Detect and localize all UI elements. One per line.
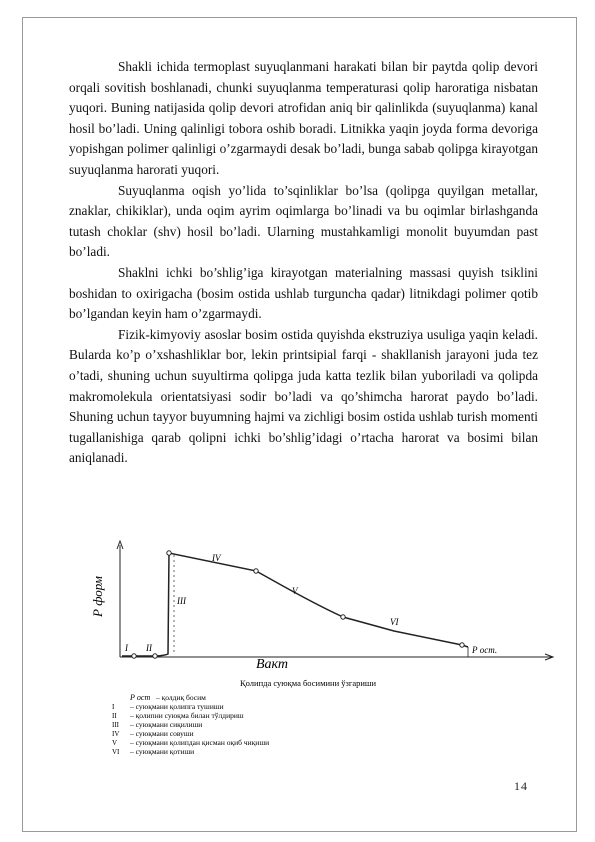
body-text: [69, 57, 538, 469]
legend-text-3: – суюқмани сиқилиши: [130, 720, 203, 729]
zone-label-iv: IV: [212, 553, 221, 563]
zone-label-ii: II: [146, 643, 152, 653]
legend-key-1: I: [112, 703, 115, 711]
paragraph-3: Shaklni ichki bo’shlig’iga kirayotgan materialning massasi quyish tsiklini boshidan to oxirigacha (bosim ostida ushlab turguncha qadar) litnikdagi polimer qotib bo’lgandan keyin ham o’zgarmaydi.: [69, 264, 538, 322]
legend-key-2: II: [112, 712, 117, 720]
page-number: 14: [514, 779, 528, 793]
legend-text-4: – суюқмани совуши: [130, 729, 194, 738]
legend-text-6: – суюқмани қотиши: [130, 747, 195, 756]
point-5: [341, 615, 345, 619]
zone-label-vi: VI: [390, 617, 399, 627]
point-1: [132, 654, 136, 658]
legend-text-1: – суюқмани қолипга тушиши: [130, 702, 224, 711]
legend-text-0: – қолдиқ босим: [156, 693, 206, 702]
point-2: [153, 654, 157, 658]
pressure-diagram: [88, 537, 558, 767]
residual-pressure-label: Р ост.: [472, 645, 498, 655]
pressure-diagram-svg: [88, 537, 558, 767]
x-axis-label: Вакт: [256, 657, 289, 672]
zone-label-i: I: [125, 643, 128, 653]
zone-label-iii: III: [177, 596, 186, 606]
zone-label-v: V: [292, 586, 298, 596]
paragraph-4: Fizik-kimyoviy asoslar bosim ostida quyishda ekstruziya usuliga yaqin keladi. Bularda ko’p o’xshashliklar bor, lekin printsipial farqi - shakllanish jarayoni juda tez o’tadi, shuning uchun suyultirma qolipga juda katta tezlik bilan yuboriladi va qolipda makromolekula orientatsiyasi sodir bo’ladi va qo’shimcha harorat paydo bo’ladi. Shuning uchun tayyor buyumning hajmi va zichligi bosim ostida ushlab turish momenti tugallanishiga qarab qolipni ichki bo’shlig’idagi o’rtacha harorat va bosimi bilan aniqlanadi.: [69, 326, 538, 466]
point-4: [254, 569, 258, 573]
y-axis-label: Р форм: [90, 576, 105, 617]
legend-text-2: – қолипни суюқма билан тўлдириш: [130, 711, 244, 720]
point-6: [460, 643, 464, 647]
legend-key-3: III: [112, 721, 119, 729]
legend-key-5: V: [112, 739, 118, 747]
point-3: [167, 551, 171, 555]
legend-text-5: – суюқмани қолипдан қисман оқиб чиқиши: [130, 738, 270, 747]
paragraph-1: Shakli ichida termoplast suyuqlanmani harakati bilan bir paytda qolip devori orqali sovitish boshlanadi, chunki suyuqlanma temperaturasi qolip haroratiga nisbatan yuqori. Buning natijasida qolip devori atrofidan aniq bir qalinlikda (suyuqlanma) kanal hosil bo’ladi. Uning qalinligi tobora oshib boradi. Litnikka yaqin joyda forma devoriga yopishgan polimer qalinligi o’zgarmaydi desak bo’ladi, bunga sabab qolipga kirayotgan suyuqlanma harorati yuqori.: [69, 59, 538, 177]
paragraph-2: Suyuqlanma oqish yo’lida to’sqinliklar bo’lsa (qolipga quyilgan metallar, znaklar, chikiklar), unda oqim ayrim oqimlarga bo’linadi va bu oqimlar birlashganda tutash choklar (shv) hosil bo’ladi. Ularning mustahkamligi monolit buyumdan past bo’ladi.: [69, 182, 538, 260]
figure-legend: [112, 693, 269, 756]
figure-caption: Қолипда суюқма босимини ўзгариши: [240, 678, 376, 688]
legend-key-0: Р ост: [130, 693, 151, 702]
legend-key-6: VI: [112, 748, 120, 756]
legend-key-4: IV: [112, 730, 120, 738]
